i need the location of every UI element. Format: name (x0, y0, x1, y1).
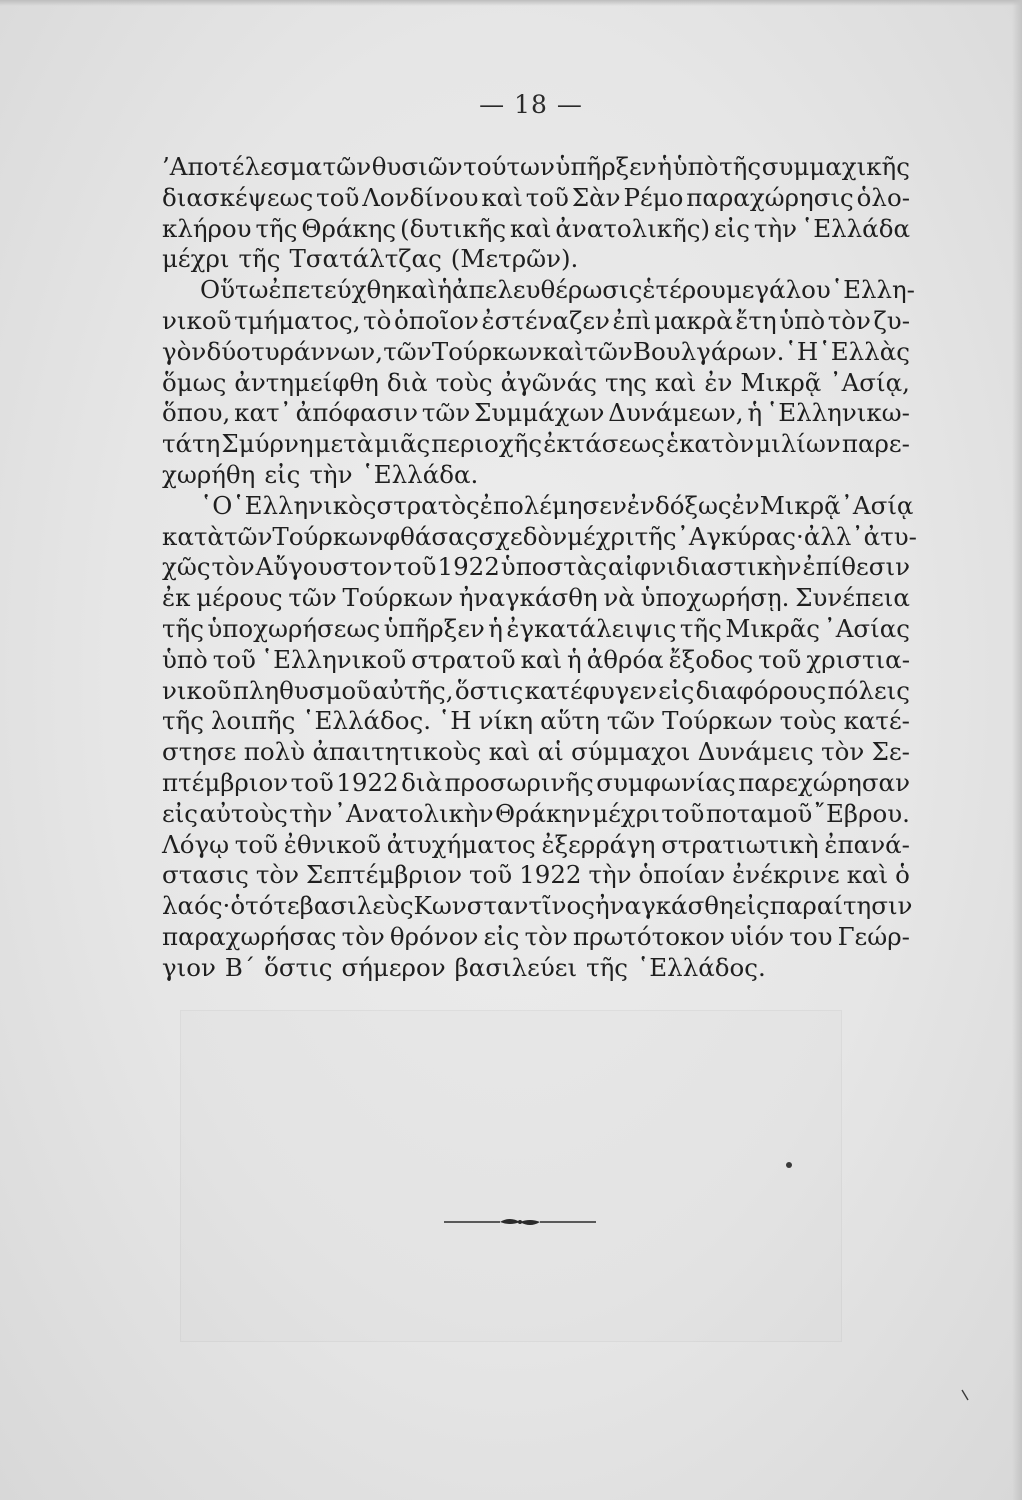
word: τὸν (341, 921, 385, 951)
word: 1922 (437, 552, 500, 582)
word: ἑτέρου (642, 275, 726, 305)
word: ῾Ελληνικὸς (232, 490, 377, 520)
word: ἠναγκάσθη (594, 891, 734, 921)
text-line (162, 583, 910, 614)
word: ῾Ελλάδα (800, 213, 910, 243)
word: Λονδίνου (362, 182, 479, 212)
ink-mark (960, 1388, 970, 1402)
word: ὑπὸ (779, 305, 826, 335)
word: τοῦ (525, 182, 569, 212)
word: μιλίων (755, 429, 841, 459)
word: ἐκτάσεως (543, 429, 665, 459)
word: ἀντημείφθη (234, 367, 379, 397)
word: πληθυσμοῦ (232, 675, 372, 705)
word: ἀγῶνάς (500, 367, 597, 397)
word: ὅπου, (162, 398, 231, 428)
word: παραχωρήσας (162, 921, 337, 951)
word: ᾿Ανατολικὴν (333, 798, 494, 828)
word: σήμερον (341, 952, 446, 982)
word: Σεπτέμβριον (305, 860, 463, 890)
word: της (604, 367, 647, 397)
word: θυσιῶν (371, 152, 463, 181)
word: τοῦ (290, 767, 334, 797)
word: διαφόρους (695, 675, 827, 705)
word: αἰφνιδιαστικὴν (608, 552, 802, 582)
word: λαός· (162, 891, 231, 921)
word: στρατὸς (376, 490, 480, 520)
word: λοιπῆς (210, 706, 296, 736)
word: ῾Ελληνικοῦ (260, 644, 407, 674)
word: ὁποίαν (638, 860, 726, 890)
text-line (162, 306, 910, 337)
word: τῆς (255, 213, 298, 243)
word: τυράννων, (251, 336, 383, 366)
text-line (162, 521, 917, 553)
word: μέχρι (567, 521, 635, 551)
word: γὸν (162, 336, 207, 366)
word: ῾Ελλάδος. (302, 706, 432, 736)
text-line (162, 922, 910, 953)
word: νικοῦ (162, 305, 232, 335)
word: εἰς (162, 798, 199, 828)
word: καὶ (488, 737, 531, 767)
word: διασκέψεως (162, 182, 314, 212)
word: τούτων (463, 152, 555, 181)
word: ῾Ελληνικω- (765, 398, 910, 428)
word: Β΄ (224, 952, 256, 982)
word: ἀπόφασιν (295, 398, 418, 428)
word: ὑπῆρξεν (555, 152, 657, 181)
word: ἀτυχήματος (386, 829, 536, 859)
word: Τούρκων (342, 583, 454, 613)
word: παραχώρησις (686, 182, 854, 212)
word: τῶν (421, 398, 471, 428)
word: τὸ (363, 305, 392, 335)
word: μετὰ (314, 429, 374, 459)
text-line (162, 706, 910, 737)
word: ῾Η (438, 706, 472, 736)
word: ἐγκατάλειψις (506, 613, 677, 643)
word: ἡ (567, 644, 582, 674)
word: αὐτῆς, (372, 675, 454, 705)
word: φθάσας (382, 521, 479, 551)
word: τοῦ (661, 798, 705, 828)
word: μέχρι (592, 798, 660, 828)
word: Αὔγουστον (255, 552, 393, 582)
text-line (162, 429, 910, 460)
word: Δυνάμεων, (608, 398, 744, 428)
word: μέρους (196, 583, 283, 613)
word: πόλεις (827, 675, 910, 705)
word: σύμμαχοι (571, 737, 691, 767)
word: τοῦ (212, 644, 256, 674)
word: τῶν (584, 336, 633, 366)
word: καὶ (654, 367, 697, 397)
word: ὅμως (162, 367, 227, 397)
word: καὶ (395, 275, 438, 305)
text-line (162, 799, 910, 830)
word: τῶν (383, 336, 432, 366)
word: μέχρι (162, 244, 230, 274)
word: ἀνατολικῆς) (555, 213, 711, 243)
text-line (162, 953, 910, 984)
word: στρατιωτικὴ (661, 829, 819, 859)
word: στρατοῦ (411, 644, 516, 674)
word: εἰς (713, 213, 751, 243)
word: καὶ (520, 644, 563, 674)
word: Μικρᾷ (740, 367, 822, 397)
word: Λόγῳ (162, 829, 230, 859)
word: τοῦ (316, 182, 360, 212)
word: τὸν (255, 860, 300, 890)
word: Συμμάχων (474, 398, 605, 428)
text-line (162, 490, 914, 522)
text-line (162, 244, 910, 275)
word: ἀθρόα (586, 644, 664, 674)
word: εἰς (658, 675, 695, 705)
word: τοῦ (393, 552, 437, 582)
word: αὕτη (540, 706, 600, 736)
word: τὸν (211, 552, 255, 582)
word: τῆς (679, 613, 722, 643)
word: ὑποστὰς (500, 552, 608, 582)
word: τὴν (289, 798, 333, 828)
word: υἱόν (730, 921, 785, 951)
word: ἐν (731, 490, 760, 520)
word: τὴν (753, 213, 798, 243)
word: ἡ (747, 398, 763, 428)
word: Θράκης (301, 213, 397, 243)
word: τὸν (524, 921, 568, 951)
word: ἀτυ- (863, 521, 917, 551)
word: χωρήθη (162, 459, 256, 489)
word: μεγάλου (725, 275, 831, 305)
word: ἐπὶ (612, 305, 652, 335)
word: 1922 (336, 767, 399, 797)
word: νὰ (603, 583, 635, 613)
word: κατέ- (843, 706, 910, 736)
word: ὁλο- (856, 182, 910, 212)
word: 1922 (519, 860, 582, 890)
text-line (162, 460, 910, 491)
word: ὁποῖον (394, 305, 479, 335)
text-line (162, 398, 910, 429)
word: ἐν (704, 367, 733, 397)
text-line (162, 737, 910, 768)
word: διὰ (401, 767, 443, 797)
word: (δυτικῆς (400, 213, 507, 243)
word: ᾿Αγκύρας· (676, 521, 804, 551)
word: ἔτη (735, 305, 777, 335)
text-line (162, 368, 910, 399)
word: καὶ (510, 213, 552, 243)
text-line (162, 891, 913, 922)
word: ἡ (657, 152, 673, 181)
word: πτέμβριον (162, 767, 289, 797)
word: τὴν (309, 459, 353, 489)
word: νικοῦ (162, 675, 232, 705)
word: παραίτησιν (769, 891, 913, 921)
word: περιοχῆς (431, 429, 543, 459)
word: ἐπίθεσιν (802, 552, 910, 582)
word: ᾿Ασίας (823, 613, 910, 643)
word: τάτη (162, 429, 221, 459)
word: κατέφυγεν (524, 675, 657, 705)
word: προσωρινῆς (444, 767, 594, 797)
word: βασιλεὺς (299, 891, 414, 921)
word: ὅστις (264, 952, 333, 982)
text-line (162, 768, 910, 799)
text-line (162, 860, 910, 891)
word: Συνέπεια (795, 583, 910, 613)
text-line (162, 214, 910, 245)
word: Τσατάλτζας (289, 244, 442, 274)
word: ἐνδόξως (626, 490, 732, 520)
word: ῾Η (784, 336, 819, 366)
page-edge-shadow-right (1012, 0, 1022, 1500)
word: τῆς (586, 952, 629, 982)
word: ἠναγκάσθη (458, 583, 598, 613)
word: ῾Ελλὰς (818, 336, 910, 366)
word: τῆς (162, 613, 204, 643)
text-line (162, 830, 910, 861)
word: Δυνάμεις (697, 737, 814, 767)
text-line (162, 552, 910, 583)
word: τὸν (827, 305, 871, 335)
word: παρεχώρησαν (738, 767, 910, 797)
word: μιᾶς (374, 429, 431, 459)
word: ἀπελευθέρωσις (452, 275, 643, 305)
word: ῾Ο (200, 490, 233, 520)
word: Τούρκων (272, 521, 383, 551)
word: ᾿Ασίᾳ (840, 490, 914, 520)
word: αὐτοὺς (199, 798, 288, 828)
word: ἡ (488, 613, 503, 643)
word: θρόνον (389, 921, 479, 951)
word: ζυ- (873, 305, 910, 335)
word: ἀλλ᾿ (803, 521, 864, 551)
word: ὑποχωρήσεως (207, 613, 381, 643)
word: κλήρου (162, 213, 252, 243)
word: ἐθνικοῦ (283, 829, 382, 859)
word: μακρὰ (654, 305, 733, 335)
word: ὑπῆρξεν (383, 613, 485, 643)
word: νίκη (478, 706, 534, 736)
word: Βουλγάρων. (633, 336, 785, 366)
word: βασιλεύει (454, 952, 578, 982)
word: Κωνσταντῖνος (413, 891, 595, 921)
word: δύο (206, 336, 251, 366)
word: τοῦ (758, 644, 802, 674)
word: Ρέμο (623, 182, 684, 212)
word: ὑποχωρήσῃ. (640, 583, 790, 613)
word: (Μετρῶν). (450, 244, 579, 274)
word: ποταμοῦ (705, 798, 813, 828)
word: τὸν (821, 737, 865, 767)
word: εἰς (483, 921, 520, 951)
bleed-through-image (180, 1010, 842, 1342)
word: παρε- (841, 429, 910, 459)
word: κατ᾿ (234, 398, 292, 428)
word: ’Αποτέλεσμα (162, 152, 322, 181)
word: τοὺς (779, 706, 837, 736)
word: ἀπαιτητικοὺς (312, 737, 482, 767)
word: καὶ (542, 336, 585, 366)
word: ῾Ελλη- (830, 275, 915, 305)
word: ἐπετεύχθη (268, 275, 396, 305)
word: ὑπὸ (672, 152, 719, 181)
word: τμήματος, (234, 305, 361, 335)
word: Γεώρ- (837, 921, 910, 951)
word: χριστια- (806, 644, 910, 674)
word: αἱ (537, 737, 564, 767)
word: ὅστις (454, 675, 524, 705)
word: ᾿Ασίᾳ, (829, 367, 910, 397)
word: τοῦ (234, 829, 278, 859)
word: τῶν (606, 706, 656, 736)
word: ἐνέκρινε (732, 860, 840, 890)
word: καὶ (846, 860, 889, 890)
word: πρωτότοκον (572, 921, 725, 951)
word: τῆς (634, 521, 677, 551)
word: Οὕτω (200, 275, 269, 305)
word: ἐκ (162, 583, 191, 613)
word: τῆς (719, 152, 762, 181)
word: τῶν (288, 583, 337, 613)
word: ἡ (437, 275, 453, 305)
word: Μικρᾷ (759, 490, 841, 520)
word: Σὰν (571, 182, 621, 212)
word: ἐστέναζεν (481, 305, 610, 335)
word: ἑκατὸν (665, 429, 755, 459)
word: τοὺς (435, 367, 493, 397)
word: τῶν (223, 521, 273, 551)
word: ἐπολέμησεν (479, 490, 627, 520)
word: τῶν (322, 152, 372, 181)
word: Τούρκων (431, 336, 543, 366)
word: στασις (162, 860, 249, 890)
word: Τούρκων (662, 706, 773, 736)
word: καὶ (481, 182, 523, 212)
word: ἐπανά- (824, 829, 910, 859)
page-edge-shadow-top (0, 0, 1022, 6)
word: χῶς (162, 552, 211, 582)
text-line (162, 337, 910, 368)
word: στησε (162, 737, 237, 767)
word: Σε- (871, 737, 910, 767)
word: Μικρᾶς (725, 613, 821, 643)
word: σχεδὸν (478, 521, 568, 551)
page-number: — 18 — (479, 90, 583, 119)
word: ῎Εβρου. (813, 798, 910, 828)
body-text (162, 152, 917, 984)
ornament-divider (440, 1212, 600, 1232)
word: ἔξοδος (668, 644, 754, 674)
word: τοῦ (469, 860, 513, 890)
word: του (789, 921, 833, 951)
text-line (162, 183, 910, 214)
word: τῆς (162, 706, 204, 736)
word: τῆς (238, 244, 281, 274)
word: ῾Ελλάδος. (637, 952, 766, 982)
text-line (162, 676, 910, 707)
word: εἰς (264, 459, 301, 489)
word: γιον (162, 952, 216, 982)
word: ὁ (895, 860, 910, 890)
word: ὑπὸ (162, 644, 208, 674)
word: συμμαχικῆς (761, 152, 910, 181)
word: τότε (245, 891, 300, 921)
text-line (162, 275, 915, 306)
word: πολὺ (243, 737, 306, 767)
word: Θράκην (494, 798, 591, 828)
word: ἐξερράγη (541, 829, 656, 859)
word: κατὰ (162, 521, 224, 551)
text-line (162, 152, 910, 183)
word: ῾Ελλάδα. (361, 459, 479, 489)
word: Σμύρνη (221, 429, 314, 459)
word: συμφωνίας (596, 767, 736, 797)
ink-dot (786, 1162, 792, 1168)
word: ὁ (230, 891, 246, 921)
word: διὰ (386, 367, 428, 397)
text-line (162, 614, 910, 645)
word: τὴν (588, 860, 632, 890)
text-line (162, 645, 910, 676)
ornament-dot (518, 1220, 522, 1224)
word: εἰς (733, 891, 770, 921)
